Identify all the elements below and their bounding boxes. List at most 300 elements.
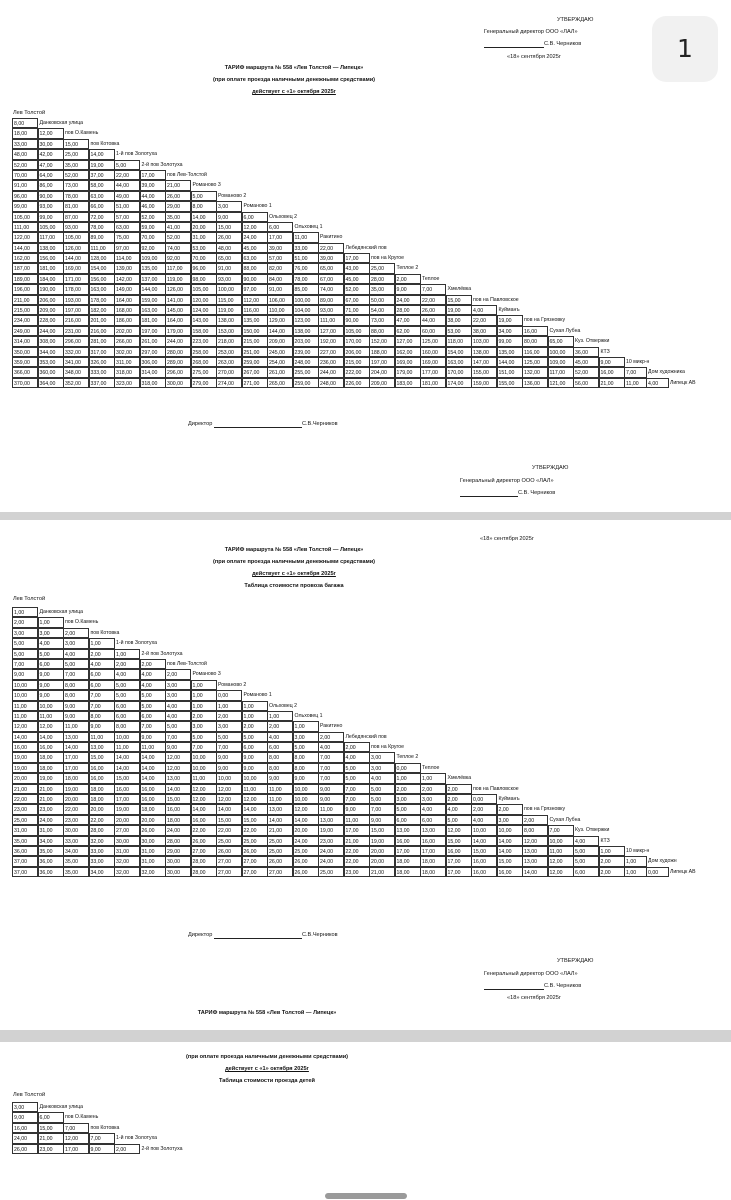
fare-cell: 3,00 — [12, 1102, 38, 1112]
fare-cell: 3,00 — [369, 752, 395, 762]
fare-cell: 31,00 — [140, 856, 166, 866]
fare-cell: 14,00 — [522, 867, 548, 877]
fare-cell: 96,00 — [191, 263, 217, 273]
fare-cell: 14,00 — [140, 752, 166, 762]
page3-effective: действует с «1» октября 2025г — [225, 1066, 309, 1072]
fare-cell: 67,00 — [318, 274, 344, 284]
fare-cell: 20,00 — [12, 773, 38, 783]
fare-cell: 10,00 — [216, 773, 242, 783]
fare-cell: 159,00 — [471, 378, 497, 388]
fare-cell: 193,00 — [63, 295, 89, 305]
fare-cell: 156,00 — [89, 274, 115, 284]
fare-cell: 348,00 — [63, 367, 89, 377]
fare-cell: 337,00 — [89, 378, 115, 388]
stop-label: Теплое — [422, 275, 440, 282]
fare-cell: 162,00 — [12, 253, 38, 263]
fare-cell: 352,00 — [63, 378, 89, 388]
fare-cell: 231,00 — [63, 326, 89, 336]
fare-cell: 215,00 — [344, 357, 370, 367]
fare-cell: 18,00 — [420, 867, 446, 877]
fare-cell: 36,00 — [38, 856, 64, 866]
fare-cell: 23,00 — [38, 804, 64, 814]
fare-cell: 106,00 — [267, 295, 293, 305]
fare-cell: 5,00 — [12, 638, 38, 648]
fare-cell: 211,00 — [12, 295, 38, 305]
fare-cell: 266,00 — [114, 336, 140, 346]
fare-cell: 15,00 — [242, 815, 268, 825]
fare-cell: 20,00 — [140, 815, 166, 825]
stop-label: КТЗ — [600, 348, 610, 355]
fare-cell: 66,00 — [89, 201, 115, 211]
fare-cell: 30,00 — [165, 856, 191, 866]
fare-cell: 314,00 — [12, 336, 38, 346]
fare-cell: 216,00 — [63, 315, 89, 325]
fare-cell: 12,00 — [38, 721, 64, 731]
fare-cell: 370,00 — [12, 378, 38, 388]
stop-label: пов на Павловское — [473, 296, 519, 303]
page3-table-title: Таблица стоимости проезда детей — [219, 1078, 315, 1084]
fare-cell: 204,00 — [369, 367, 395, 377]
fare-cell: 3,00 — [369, 763, 395, 773]
fare-cell: 129,00 — [267, 315, 293, 325]
fare-cell: 22,00 — [216, 825, 242, 835]
fare-cell: 17,00 — [446, 856, 472, 866]
fare-cell: 35,00 — [38, 846, 64, 856]
fare-cell: 265,00 — [267, 378, 293, 388]
fare-cell: 8,00 — [293, 752, 319, 762]
fare-cell: 4,00 — [446, 804, 472, 814]
fare-cell: 170,00 — [446, 367, 472, 377]
fare-cell: 49,00 — [114, 191, 140, 201]
fare-cell: 155,00 — [471, 367, 497, 377]
approve2-title: УТВЕРЖДАЮ — [532, 465, 569, 471]
fare-cell: 135,00 — [242, 315, 268, 325]
fare-cell: 56,00 — [573, 378, 599, 388]
fare-cell: 5,00 — [38, 649, 64, 659]
fare-cell: 21,00 — [12, 784, 38, 794]
fare-cell: 37,00 — [12, 867, 38, 877]
fare-cell: 23,00 — [38, 1144, 64, 1154]
fare-cell: 26,00 — [420, 305, 446, 315]
fare-cell: 0,00 — [646, 867, 669, 877]
fare-cell: 24,00 — [293, 836, 319, 846]
fare-cell: 14,00 — [140, 763, 166, 773]
fare-cell: 259,00 — [242, 357, 268, 367]
fare-cell: 27,00 — [242, 867, 268, 877]
approve-title: УТВЕРЖДАЮ — [557, 17, 594, 23]
fare-cell: 39,00 — [140, 180, 166, 190]
fare-cell: 21,00 — [599, 378, 625, 388]
fare-cell: 93,00 — [63, 222, 89, 232]
fare-cell: 119,00 — [165, 274, 191, 284]
fare-cell: 19,00 — [89, 160, 115, 170]
fare-cell: 6,00 — [242, 742, 268, 752]
fare-cell: 159,00 — [140, 295, 166, 305]
fare-cell: 89,00 — [89, 232, 115, 242]
fare-cell: 253,00 — [216, 347, 242, 357]
fare-cell: 45,00 — [573, 357, 599, 367]
fare-cell: 57,00 — [114, 212, 140, 222]
fare-cell: 5,00 — [344, 773, 370, 783]
fare-cell: 14,00 — [471, 836, 497, 846]
fare-cell: 10,00 — [12, 680, 38, 690]
tariff-effective: действует с «1» октября 2025г — [252, 89, 336, 95]
fare-cell: 27,00 — [267, 867, 293, 877]
fare-cell: 17,00 — [420, 846, 446, 856]
fare-cell: 4,00 — [267, 732, 293, 742]
stop-label: пов на Грязновку — [524, 317, 566, 324]
fare-cell: 82,00 — [267, 263, 293, 273]
fare-cell: 25,00 — [12, 815, 38, 825]
fare-cell: 366,00 — [12, 367, 38, 377]
fare-cell: 7,00 — [191, 742, 217, 752]
fare-cell: 1,00 — [12, 607, 38, 617]
fare-cell: 326,00 — [89, 357, 115, 367]
fare-cell: 9,00 — [216, 752, 242, 762]
fare-cell: 78,00 — [89, 222, 115, 232]
fare-cell: 151,00 — [497, 367, 523, 377]
fare-cell: 7,00 — [89, 690, 115, 700]
fare-cell: 197,00 — [63, 305, 89, 315]
fare-cell: 23,00 — [318, 836, 344, 846]
fare-cell: 169,00 — [63, 263, 89, 273]
fare-cell: 67,00 — [344, 295, 370, 305]
fare-cell: 50,00 — [369, 295, 395, 305]
fare-cell: 25,00 — [318, 867, 344, 877]
fare-cell: 206,00 — [38, 295, 64, 305]
fare-cell: 261,00 — [140, 336, 166, 346]
fare-cell: 5,00 — [216, 732, 242, 742]
fare-cell: 3,00 — [216, 201, 242, 211]
fare-cell: 5,00 — [573, 846, 599, 856]
fare-cell: 24,00 — [395, 295, 421, 305]
fare-cell: 14,00 — [497, 846, 523, 856]
fare-cell: 296,00 — [63, 336, 89, 346]
fare-cell: 13,00 — [89, 742, 115, 752]
fare-cell: 34,00 — [38, 836, 64, 846]
fare-cell: 81,00 — [63, 201, 89, 211]
fare-cell: 178,00 — [89, 295, 115, 305]
fare-cell: 98,00 — [191, 274, 217, 284]
fare-cell: 236,00 — [318, 357, 344, 367]
page-gap — [0, 1030, 731, 1042]
fare-cell: 17,00 — [63, 763, 89, 773]
fare-cell: 197,00 — [369, 357, 395, 367]
fare-cell: 9,00 — [344, 804, 370, 814]
fare-cell: 22,00 — [89, 815, 115, 825]
fare-cell: 35,00 — [63, 856, 89, 866]
fare-cell: 183,00 — [395, 378, 421, 388]
stop-label: Ольховец 1 — [294, 712, 323, 719]
fare-cell: 14,00 — [114, 763, 140, 773]
fare-cell: 11,00 — [191, 773, 217, 783]
fare-cell: 18,00 — [89, 794, 115, 804]
fare-cell: 29,00 — [165, 201, 191, 211]
fare-cell: 14,00 — [140, 773, 166, 783]
fare-cell: 105,00 — [38, 222, 64, 232]
fare-cell: 179,00 — [395, 367, 421, 377]
fare-cell: 261,00 — [267, 367, 293, 377]
fare-cell: 271,00 — [242, 378, 268, 388]
fare-cell: 19,00 — [12, 752, 38, 762]
fare-cell: 7,00 — [63, 1123, 89, 1133]
fare-cell: 73,00 — [63, 180, 89, 190]
fare-cell: 209,00 — [267, 336, 293, 346]
fare-cell: 3,00 — [395, 794, 421, 804]
fare-cell: 188,00 — [369, 347, 395, 357]
fare-cell: 63,00 — [89, 191, 115, 201]
fare-cell: 86,00 — [38, 180, 64, 190]
stop-label: 2-й пов Золотуха — [141, 1145, 183, 1152]
fare-cell: 91,00 — [216, 263, 242, 273]
fare-cell: 9,00 — [38, 680, 64, 690]
fare-cell: 22,00 — [114, 170, 140, 180]
fare-cell: 12,00 — [63, 1133, 89, 1143]
fare-cell: 36,00 — [38, 867, 64, 877]
fare-cell: 53,00 — [191, 243, 217, 253]
fare-cell: 11,00 — [63, 721, 89, 731]
fare-cell: 2,00 — [522, 815, 548, 825]
fare-cell: 6,00 — [89, 669, 115, 679]
fare-cell: 9,00 — [267, 773, 293, 783]
fare-cell: 21,00 — [38, 794, 64, 804]
fare-cell: 92,00 — [165, 253, 191, 263]
fare-cell: 1,00 — [114, 649, 140, 659]
fare-cell: 34,00 — [497, 326, 523, 336]
fare-cell: 114,00 — [114, 253, 140, 263]
stop-label: пов Лев-Толстой — [167, 660, 207, 667]
fare-cell: 18,00 — [38, 763, 64, 773]
fare-cell: 15,00 — [165, 794, 191, 804]
fare-cell: 18,00 — [12, 128, 38, 138]
fare-cell: 39,00 — [318, 253, 344, 263]
fare-cell: 48,00 — [216, 243, 242, 253]
fare-cell: 333,00 — [89, 367, 115, 377]
fare-cell: 4,00 — [140, 669, 166, 679]
fare-cell: 26,00 — [140, 825, 166, 835]
fare-cell: 8,00 — [114, 721, 140, 731]
fare-cell: 89,00 — [318, 295, 344, 305]
fare-cell: 15,00 — [497, 856, 523, 866]
table-header-stop: Лев Толстой — [13, 110, 46, 116]
fare-cell: 9,00 — [165, 742, 191, 752]
fare-cell: 20,00 — [89, 804, 115, 814]
stop-label: Данковская улица — [39, 120, 84, 126]
stop-label: Ольховец 2 — [269, 702, 298, 709]
fare-cell: 7,00 — [165, 732, 191, 742]
fare-cell: 14,00 — [38, 732, 64, 742]
fare-cell: 35,00 — [12, 836, 38, 846]
fare-cell: 26,00 — [165, 191, 191, 201]
fare-cell: 32,00 — [140, 867, 166, 877]
page2-approve-position: Генеральный директор ООО «ЛАЛ» — [484, 971, 578, 977]
fare-cell: 9,00 — [89, 1144, 115, 1154]
fare-cell: 16,00 — [395, 836, 421, 846]
fare-cell: 28,00 — [191, 856, 217, 866]
fare-cell: 18,00 — [89, 784, 115, 794]
fare-cell: 31,00 — [12, 825, 38, 835]
fare-cell: 100,00 — [548, 347, 574, 357]
fare-cell: 15,00 — [471, 846, 497, 856]
fare-cell: 22,00 — [344, 856, 370, 866]
fare-cell: 302,00 — [114, 347, 140, 357]
fare-cell: 44,00 — [140, 191, 166, 201]
fare-cell: 84,00 — [267, 274, 293, 284]
fare-cell: 39,00 — [267, 243, 293, 253]
stop-label: Куз. Отвержки — [575, 338, 610, 345]
fare-cell: 0,00 — [471, 794, 497, 804]
fare-cell: 332,00 — [63, 347, 89, 357]
fare-cell: 255,00 — [293, 367, 319, 377]
fare-cell: 16,00 — [471, 856, 497, 866]
fare-cell: 116,00 — [522, 347, 548, 357]
stop-label: Ракитино — [320, 723, 343, 730]
fare-cell: 99,00 — [38, 212, 64, 222]
fare-cell: 28,00 — [369, 274, 395, 284]
fare-cell: 127,00 — [318, 326, 344, 336]
fare-cell: 7,00 — [12, 659, 38, 669]
fare-cell: 5,00 — [114, 160, 140, 170]
fare-cell: 97,00 — [242, 284, 268, 294]
page-1 — [0, 0, 731, 512]
fare-cell: 99,00 — [497, 336, 523, 346]
fare-cell: 10,00 — [12, 690, 38, 700]
fare-cell: 2,00 — [165, 669, 191, 679]
fare-cell: 109,00 — [548, 357, 574, 367]
stop-label: КТЗ — [600, 837, 610, 844]
fare-cell: 5,00 — [114, 680, 140, 690]
fare-cell: 122,00 — [12, 232, 38, 242]
fare-cell: 5,00 — [344, 763, 370, 773]
fare-cell: 1,00 — [242, 711, 268, 721]
fare-cell: 21,00 — [165, 180, 191, 190]
fare-cell: 341,00 — [63, 357, 89, 367]
fare-cell: 20,00 — [191, 222, 217, 232]
fare-cell: 125,00 — [420, 336, 446, 346]
stop-label: Дом художн — [648, 858, 677, 865]
fare-cell: 2,00 — [497, 804, 523, 814]
fare-cell: 318,00 — [140, 378, 166, 388]
fare-cell: 18,00 — [63, 773, 89, 783]
fare-cell: 201,00 — [89, 315, 115, 325]
fare-cell: 12,00 — [242, 794, 268, 804]
fare-cell: 51,00 — [293, 253, 319, 263]
fare-cell: 11,00 — [318, 804, 344, 814]
fare-cell: 17,00 — [267, 232, 293, 242]
fare-cell: 124,00 — [191, 305, 217, 315]
fare-cell: 154,00 — [446, 347, 472, 357]
fare-cell: 8,00 — [63, 680, 89, 690]
fare-cell: 138,00 — [471, 347, 497, 357]
fare-cell: 57,00 — [267, 253, 293, 263]
fare-cell: 36,00 — [573, 347, 599, 357]
fare-cell: 12,00 — [216, 794, 242, 804]
fare-cell: 16,00 — [89, 763, 115, 773]
fare-cell: 70,00 — [140, 232, 166, 242]
home-indicator[interactable] — [325, 1193, 407, 1199]
fare-cell: 2,00 — [191, 711, 217, 721]
fare-cell: 22,00 — [420, 295, 446, 305]
fare-cell: 141,00 — [165, 295, 191, 305]
fare-cell: 139,00 — [114, 263, 140, 273]
fare-cell: 22,00 — [344, 846, 370, 856]
fare-cell: 26,00 — [216, 232, 242, 242]
fare-cell: 110,00 — [267, 305, 293, 315]
fare-cell: 171,00 — [63, 274, 89, 284]
fare-cell: 38,00 — [471, 326, 497, 336]
fare-cell: 182,00 — [89, 305, 115, 315]
fare-cell: 3,00 — [293, 732, 319, 742]
fare-cell: 52,00 — [573, 367, 599, 377]
stop-label: пов Котовка — [90, 1124, 120, 1131]
fare-cell: 9,00 — [242, 752, 268, 762]
stop-label: Романово 1 — [243, 203, 272, 210]
fare-cell: 23,00 — [63, 815, 89, 825]
fare-cell: 22,00 — [63, 804, 89, 814]
stop-label: пов Лев-Толстой — [167, 171, 207, 178]
fare-cell: 145,00 — [165, 305, 191, 315]
fare-cell: 25,00 — [293, 846, 319, 856]
fare-cell: 2,00 — [63, 628, 89, 638]
fare-cell: 2,00 — [420, 784, 446, 794]
fare-cell: 14,00 — [216, 804, 242, 814]
tariff-title: ТАРИФ маршрута № 558 «Лев Толстой — Липецк» — [224, 65, 364, 71]
fare-cell: 223,00 — [191, 336, 217, 346]
fare-cell: 239,00 — [293, 347, 319, 357]
fare-cell: 28,00 — [395, 305, 421, 315]
fare-cell: 11,00 — [12, 701, 38, 711]
fare-cell: 16,00 — [191, 815, 217, 825]
fare-cell: 359,00 — [12, 357, 38, 367]
fare-cell: 132,00 — [522, 367, 548, 377]
fare-cell: 31,00 — [191, 232, 217, 242]
fare-cell: 360,00 — [38, 367, 64, 377]
fare-cell: 4,00 — [369, 773, 395, 783]
fare-cell: 16,00 — [89, 773, 115, 783]
fare-cell: 1,00 — [191, 701, 217, 711]
tariff-subtitle: (при оплате проезда наличными денежными средствами) — [212, 77, 376, 83]
fare-cell: 25,00 — [216, 836, 242, 846]
fare-cell: 12,00 — [165, 763, 191, 773]
fare-cell: 15,00 — [38, 1123, 64, 1133]
fare-cell: 32,00 — [114, 856, 140, 866]
fare-cell: 34,00 — [63, 846, 89, 856]
fare-cell: 19,00 — [12, 763, 38, 773]
fare-cell: 115,00 — [216, 295, 242, 305]
fare-cell: 9,00 — [140, 732, 166, 742]
fare-cell: 27,00 — [242, 856, 268, 866]
fare-cell: 1,00 — [191, 680, 217, 690]
fare-cell: 4,00 — [38, 638, 64, 648]
fare-cell: 6,00 — [573, 867, 599, 877]
fare-cell: 4,00 — [165, 701, 191, 711]
fare-cell: 15,00 — [446, 836, 472, 846]
fare-cell: 105,00 — [12, 212, 38, 222]
fare-cell: 311,00 — [114, 357, 140, 367]
fare-cell: 119,00 — [216, 305, 242, 315]
fare-cell: 7,00 — [89, 1133, 115, 1143]
fare-cell: 30,00 — [63, 825, 89, 835]
stop-label: Романово 2 — [218, 681, 247, 688]
fare-cell: 5,00 — [395, 804, 421, 814]
fare-cell: 41,00 — [165, 222, 191, 232]
fare-cell: 76,00 — [293, 263, 319, 273]
fare-cell: 11,00 — [267, 784, 293, 794]
fare-cell: 22,00 — [191, 825, 217, 835]
fare-cell: 88,00 — [369, 326, 395, 336]
fare-cell: 5,00 — [573, 856, 599, 866]
fare-cell: 154,00 — [89, 263, 115, 273]
